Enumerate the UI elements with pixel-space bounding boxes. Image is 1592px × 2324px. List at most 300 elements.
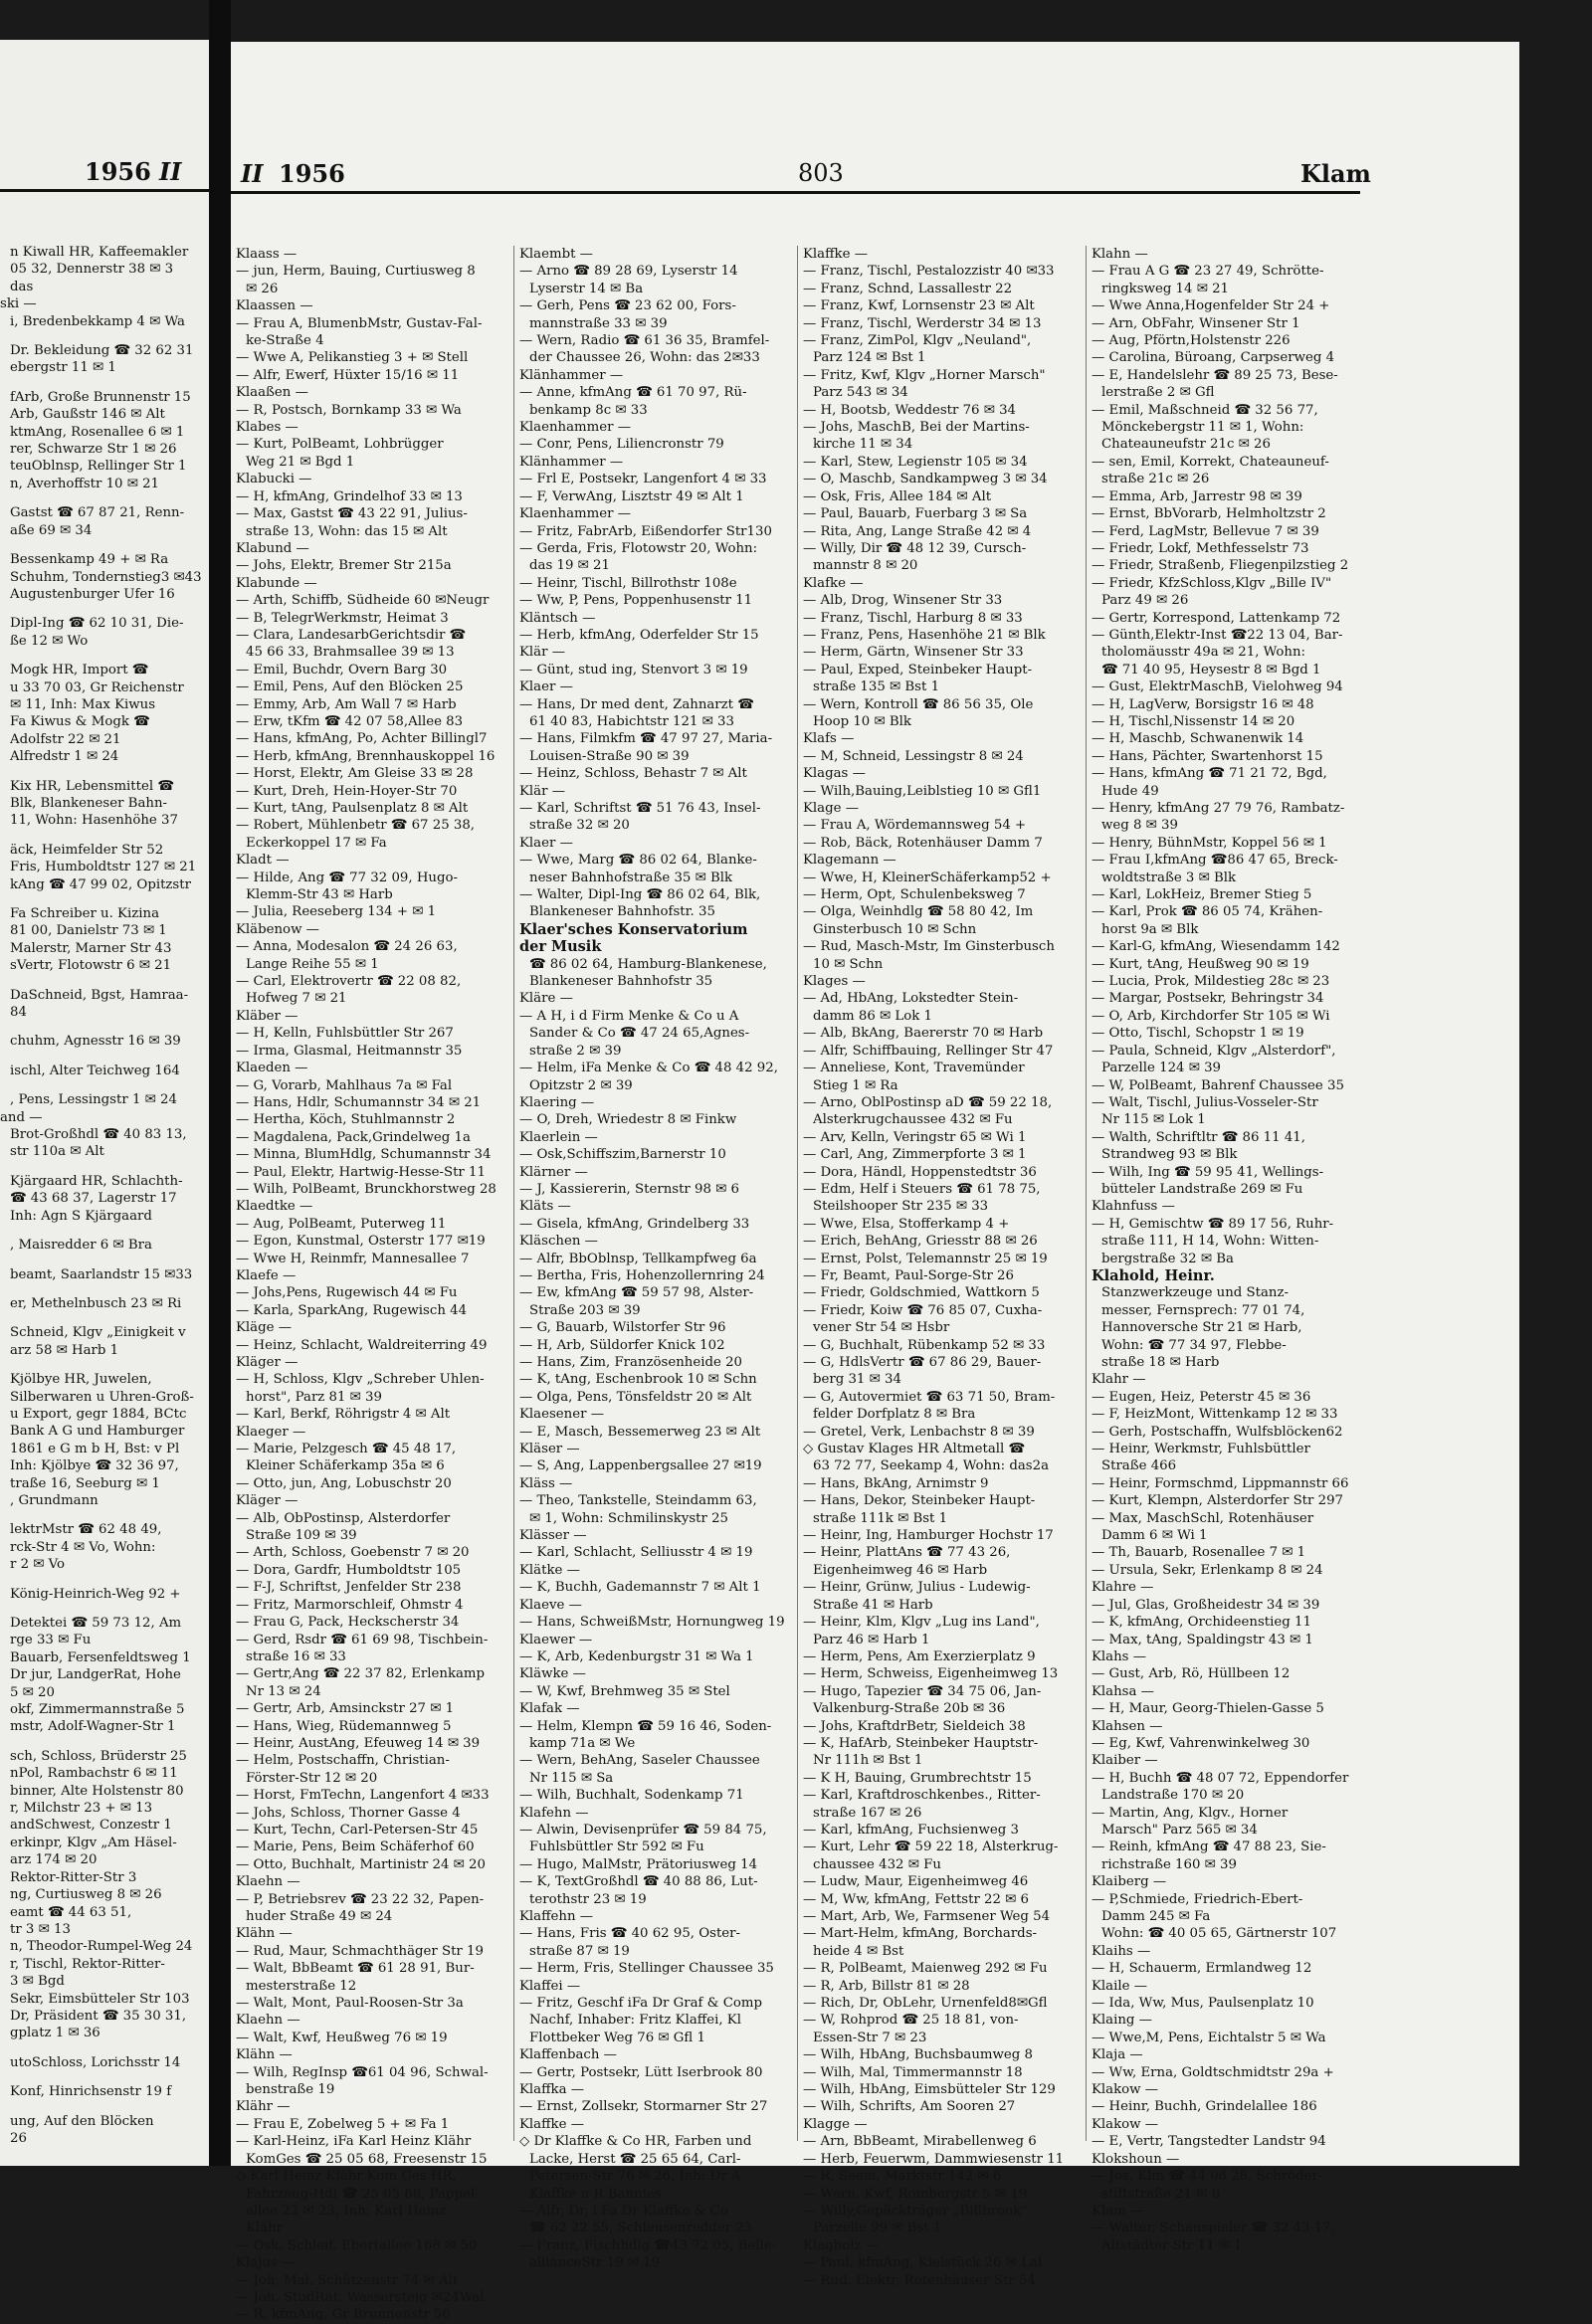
directory-line: — Paul, kfmAng, Kielstück 26 ✉ Lal — [803, 2255, 1043, 2271]
directory-line: Klaerlein — — [519, 1129, 598, 1145]
directory-line: der Musik — [519, 938, 602, 956]
directory-line: — R, kfmAng, Gr Brunnenstr 56 — [236, 2307, 451, 2323]
directory-line: — Wilh, Schrifts, Am Sooren 27 — [803, 2099, 1016, 2115]
directory-line: Kläts — — [519, 1199, 571, 1215]
directory-line: — E, Vertr, Tangstedter Landstr 94 — [1092, 2134, 1326, 2150]
directory-line: 84 — [10, 1005, 27, 1021]
directory-line: Klahre — — [1092, 1580, 1154, 1596]
directory-line: Klaiberg — — [1092, 1874, 1167, 1890]
directory-line: — F-J, Schriftst, Jenfelder Str 238 — [236, 1580, 462, 1596]
column-divider — [797, 246, 798, 2141]
directory-line: — Carl, Ang, Zimmerpforte 3 ✉ 1 — [803, 1147, 1027, 1163]
directory-line: Parzelle 124 ✉ 39 — [1101, 1061, 1222, 1076]
directory-line: horst 9a ✉ Blk — [1101, 921, 1199, 937]
directory-line: — Arno, OblPostinsp aD ☎ 59 22 18, — [803, 1094, 1053, 1110]
directory-line: straße 32 ✉ 20 — [529, 818, 630, 834]
directory-line: — H, LagVerw, Borsigstr 16 ✉ 48 — [1092, 696, 1314, 712]
directory-line: Sander & Co ☎ 47 24 65,Agnes- — [529, 1026, 750, 1042]
directory-line: Klagholz — — [803, 2237, 879, 2253]
directory-line: Straße 109 ✉ 39 — [246, 1528, 357, 1544]
directory-line: — Helm, Klempn ☎ 59 16 46, Soden- — [519, 1718, 772, 1734]
directory-line: damm 86 ✉ Lok 1 — [813, 1008, 932, 1024]
directory-line: — Emma, Arb, Jarrestr 98 ✉ 39 — [1092, 488, 1302, 504]
directory-line: Klam — — [1092, 2203, 1144, 2219]
directory-line: — Günt, stud ing, Stenvort 3 ✉ 19 — [519, 662, 748, 678]
directory-line: — Frau E, Zobelweg 5 + ✉ Fa 1 — [236, 2116, 450, 2132]
directory-line: 61 40 83, Habichtstr 121 ✉ 33 — [529, 713, 734, 729]
directory-line: Kläber — — [236, 1008, 298, 1024]
directory-line: mannstr 8 ✉ 20 — [813, 558, 918, 574]
directory-line: — Gertr, Korrespond, Lattenkamp 72 — [1092, 610, 1341, 626]
directory-line: — Wwe,M, Pens, Eichtalstr 5 ✉ Wa — [1092, 2030, 1326, 2045]
directory-line: benstraße 19 — [246, 2082, 335, 2098]
directory-line: das — [10, 279, 34, 294]
directory-line: richstraße 160 ✉ 39 — [1101, 1856, 1237, 1872]
directory-line: — Friedr, Lokf, Methfesselstr 73 — [1092, 540, 1309, 556]
directory-line: — Walth, Schriftltr ☎ 86 11 41, — [1092, 1129, 1305, 1145]
directory-line: , Maisredder 6 ✉ Bra — [10, 1238, 152, 1254]
directory-line: — Hans, Dekor, Steinbeker Haupt- — [803, 1493, 1036, 1509]
directory-line: Kläre — — [519, 991, 573, 1007]
directory-line: Marsch" Parz 565 ✉ 34 — [1101, 1822, 1258, 1838]
directory-line: Hofweg 7 ✉ 21 — [246, 991, 347, 1007]
directory-line: Klaeden — — [236, 1061, 308, 1076]
directory-line: — Heinr, Klm, Klgv „Lug ins Land", — [803, 1615, 1040, 1631]
right-page-header-rule — [231, 191, 1360, 194]
directory-line: Klänhammer — — [519, 367, 624, 383]
directory-line: — Gerh, Postschaffn, Wulfsblöcken62 — [1092, 1424, 1343, 1440]
directory-line: Flottbeker Weg 76 ✉ Gfl 1 — [529, 2030, 705, 2045]
directory-line: Damm 245 ✉ Fa — [1101, 1909, 1211, 1924]
directory-line: — Heinr, Ing, Hamburger Hochstr 17 — [803, 1528, 1054, 1544]
directory-line: — Max, MaschSchl, Rotenhäuser — [1092, 1510, 1314, 1526]
directory-line: , Pens, Lessingstr 1 ✉ 24 — [10, 1092, 177, 1108]
directory-line: — Heinr, Werkmstr, Fuhlsbüttler — [1092, 1442, 1310, 1457]
directory-line: ✉ 1, Wohn: Schmilinskystr 25 — [529, 1510, 728, 1526]
directory-line: i, Bredenbekkamp 4 ✉ Wa — [10, 313, 185, 329]
directory-line: er, Methelnbusch 23 ✉ Ri — [10, 1295, 182, 1311]
directory-line: n, Theodor-Rumpel-Weg 24 — [10, 1939, 193, 1955]
directory-line: Klabund — — [236, 540, 309, 556]
directory-line: Fa Schreiber u. Kizina — [10, 906, 159, 921]
directory-line: chaussee 432 ✉ Fu — [813, 1856, 941, 1872]
directory-line: Klaembt — — [519, 247, 593, 262]
directory-line: Dipl-Ing ☎ 62 10 31, Die- — [10, 616, 184, 632]
directory-line: Augustenburger Ufer 16 — [10, 586, 175, 602]
directory-line: Steilshooper Str 235 ✉ 33 — [813, 1199, 989, 1215]
directory-line: — R, PolBeamt, Maienweg 292 ✉ Fu — [803, 1961, 1048, 1977]
directory-line: Klaffke u R Bannies — [529, 2186, 662, 2202]
directory-line: — Hans, Dr med dent, Zahnarzt ☎ — [519, 696, 754, 712]
directory-line: — Carl, Elektrovertr ☎ 22 08 82, — [236, 974, 462, 990]
directory-line: kamp 71a ✉ We — [529, 1735, 636, 1751]
directory-line: bergstraße 32 ✉ Ba — [1101, 1251, 1234, 1266]
directory-line: Hannoversche Str 21 ✉ Harb, — [1101, 1320, 1302, 1336]
directory-line: — Wwe, Marg ☎ 86 02 64, Blanke- — [519, 853, 757, 869]
directory-line: — Gerda, Fris, Flotowstr 20, Wohn: — [519, 540, 758, 556]
directory-line: beamt, Saarlandstr 15 ✉33 — [10, 1266, 193, 1282]
directory-line: Klaile — — [1092, 1978, 1148, 1994]
directory-line: — Alfr, Dr, i Fa Dr Klaffke & Co — [519, 2203, 728, 2219]
directory-line: — Fritz, Geschf iFa Dr Graf & Comp — [519, 1996, 763, 2012]
directory-line: Klänhammer — — [519, 454, 624, 470]
directory-line: — Alb, Drog, Winsener Str 33 — [803, 593, 1003, 609]
directory-line: ◇ Karl Heinz Klähr Kom Ges HR, — [236, 2169, 457, 2185]
directory-line: — Ferd, LagMstr, Bellevue 7 ✉ 39 — [1092, 523, 1319, 539]
directory-line: — Friedr, Goldschmied, Wattkorn 5 — [803, 1285, 1040, 1301]
directory-line: 5 ✉ 20 — [10, 1684, 55, 1700]
directory-line: — H, Buchh ☎ 48 07 72, Eppendorfer — [1092, 1770, 1349, 1786]
directory-line: Alfredstr 1 ✉ 24 — [10, 749, 119, 765]
directory-line: ☎ 43 68 37, Lagerstr 17 — [10, 1191, 177, 1207]
directory-line: Hoop 10 ✉ Blk — [813, 713, 911, 729]
directory-line: Fuhlsbüttler Str 592 ✉ Fu — [529, 1840, 704, 1855]
directory-line: — Friedr, Koiw ☎ 76 85 07, Cuxha- — [803, 1302, 1043, 1318]
directory-line: — Wwe H, Reinmfr, Mannesallee 7 — [236, 1251, 470, 1266]
directory-line: — A H, i d Firm Menke & Co u A — [519, 1008, 739, 1024]
directory-line: Klaiber — — [1092, 1753, 1158, 1769]
directory-line: — Osk, Fris, Allee 184 ✉ Alt — [803, 488, 992, 504]
directory-line: — G, Bauarb, Wilstorfer Str 96 — [519, 1320, 726, 1336]
right-page — [231, 42, 1519, 2323]
directory-line: — Egon, Kunstmal, Osterstr 177 ✉19 — [236, 1234, 486, 1250]
directory-line: 63 72 77, Seekamp 4, Wohn: das2a — [813, 1458, 1050, 1474]
directory-line: — Horst, Elektr, Am Gleise 33 ✉ 28 — [236, 766, 474, 782]
directory-line: — Edm, Helf i Steuers ☎ 61 78 75, — [803, 1181, 1041, 1197]
directory-line: — H, Arb, Süldorfer Knick 102 — [519, 1337, 725, 1353]
directory-line: — E, Handelslehr ☎ 89 25 73, Bese- — [1092, 367, 1338, 383]
directory-line: — Karl-G, kfmAng, Wiesendamm 142 — [1092, 939, 1340, 955]
directory-line: — Bertha, Fris, Hohenzollernring 24 — [519, 1267, 765, 1283]
directory-line: Klabunde — — [236, 575, 317, 591]
directory-line: — Wern, Kwf, Rombergstr 5 ✉ 19 — [803, 2186, 1028, 2202]
directory-line: — Joh, Mal, Schützenstr 74 ✉ Alt — [236, 2272, 459, 2288]
directory-line: Klätke — — [519, 1562, 580, 1578]
directory-line: — Rita, Ang, Lange Straße 42 ✉ 4 — [803, 523, 1032, 539]
directory-line: tholomäusstr 49a ✉ 21, Wohn: — [1101, 645, 1306, 661]
directory-line: Klajus — — [236, 2255, 296, 2271]
directory-line: rge 33 ✉ Fu — [10, 1633, 92, 1648]
directory-line: — Herm, Opt, Schulenbeksweg 7 — [803, 887, 1026, 903]
directory-line: — Emil, Maßschneid ☎ 32 56 77, — [1092, 402, 1318, 418]
directory-line: 26 — [10, 2130, 27, 2146]
directory-line: Bank A G und Hamburger — [10, 1424, 185, 1440]
directory-line: — Frl E, Postsekr, Langenfort 4 ✉ 33 — [519, 472, 767, 487]
directory-line: — Karl, LokHeiz, Bremer Stieg 5 — [1092, 887, 1312, 903]
directory-line: — H, Bootsb, Weddestr 76 ✉ 34 — [803, 402, 1017, 418]
directory-line: — Wilh, HbAng, Eimsbütteler Str 129 — [803, 2082, 1056, 2098]
directory-line: Kläntsch — — [519, 610, 596, 626]
left-page-header-rule — [0, 189, 209, 192]
directory-line: — H, Maschb, Schwanenwik 14 — [1092, 731, 1304, 747]
directory-line: Klaesener — — [519, 1407, 604, 1423]
directory-line: — Heinr, Tischl, Billrothstr 108e — [519, 575, 737, 591]
directory-line: — Heinr, AustAng, Efeuweg 14 ✉ 39 — [236, 1735, 481, 1751]
directory-line: Klahnfuss — — [1092, 1199, 1175, 1215]
scan-background — [1519, 0, 1592, 2166]
directory-line: Klaenhammer — — [519, 506, 632, 522]
directory-line: Chateauneufstr 21c ✉ 26 — [1101, 437, 1271, 453]
directory-line: — K, Arb, Kedenburgstr 31 ✉ Wa 1 — [519, 1648, 754, 1664]
directory-line: — J, Kassiererin, Sternstr 98 ✉ 6 — [519, 1181, 739, 1197]
directory-line: — Magdalena, Pack,Grindelweg 1a — [236, 1129, 471, 1145]
directory-line: Bessenkamp 49 + ✉ Ra — [10, 552, 169, 568]
directory-line: ski — — [0, 296, 37, 312]
directory-line: straße 16 ✉ 33 — [246, 1648, 346, 1664]
directory-line: Brot-Großhdl ☎ 40 83 13, — [10, 1127, 187, 1143]
directory-line: Klaing — — [1092, 2013, 1152, 2029]
directory-line: — W, Rohprod ☎ 25 18 81, von- — [803, 2013, 1019, 2029]
directory-line: benkamp 8c ✉ 33 — [529, 402, 648, 418]
directory-line: — Herm, Gärtn, Winsener Str 33 — [803, 645, 1024, 661]
directory-line: Mönckebergstr 11 ✉ 1, Wohn: — [1101, 420, 1304, 436]
directory-line: Kix HR, Lebensmittel ☎ — [10, 778, 174, 794]
directory-line: horst", Parz 81 ✉ 39 — [246, 1389, 382, 1405]
directory-line: — Hertha, Köch, Stuhlmannstr 2 — [236, 1112, 456, 1128]
directory-line: — P, Betriebsrev ☎ 23 22 32, Papen- — [236, 1891, 485, 1907]
directory-line: König-Heinrich-Weg 92 + — [10, 1586, 181, 1602]
directory-line: — Wern, Kontroll ☎ 86 56 35, Ole — [803, 696, 1034, 712]
directory-line: Detektei ☎ 59 73 12, Am — [10, 1616, 182, 1631]
directory-line: Kjärgaard HR, Schlachth- — [10, 1173, 183, 1189]
directory-line: Förster-Str 12 ✉ 20 — [246, 1770, 378, 1786]
directory-line: Kläbenow — — [236, 921, 319, 937]
directory-line: — Alfr, BbOblnsp, Tellkampfweg 6a — [519, 1251, 757, 1266]
directory-line: — Gertr, Postsekr, Lütt Iserbrook 80 — [519, 2064, 763, 2080]
directory-line: — Alwin, Devisenprüfer ☎ 59 84 75, — [519, 1822, 767, 1838]
directory-line: Klafke — — [803, 575, 864, 591]
directory-line: — Wilh, Buchhalt, Sodenkamp 71 — [519, 1788, 744, 1804]
directory-line: — Gretel, Verk, Lenbachstr 8 ✉ 39 — [803, 1424, 1035, 1440]
directory-line: Kläschen — — [519, 1234, 598, 1250]
directory-line: Klaenhammer — — [519, 420, 632, 436]
directory-line: — Heinr, Buchh, Grindelallee 186 — [1092, 2099, 1317, 2115]
directory-line: Parz 46 ✉ Harb 1 — [813, 1632, 930, 1647]
directory-line: — Margar, Postsekr, Behringstr 34 — [1092, 991, 1324, 1007]
directory-column-1 — [236, 246, 509, 2324]
directory-line: kAng ☎ 47 99 02, Opitzstr — [10, 876, 191, 892]
directory-line: Damm 6 ✉ Wi 1 — [1101, 1528, 1208, 1544]
directory-line: — Hilde, Ang ☎ 77 32 09, Hugo- — [236, 870, 458, 885]
directory-line: Klässer — — [519, 1528, 587, 1544]
directory-line: — K H, Bauing, Grumbrechtstr 15 — [803, 1770, 1032, 1786]
directory-line: Ginsterbusch 10 ✉ Schn — [813, 921, 977, 937]
directory-line: ✉ 26 — [246, 281, 279, 296]
directory-line: chuhm, Agnesstr 16 ✉ 39 — [10, 1034, 181, 1050]
directory-line: arz 58 ✉ Harb 1 — [10, 1342, 119, 1358]
directory-line: — Anna, Modesalon ☎ 24 26 63, — [236, 939, 458, 955]
directory-line: Klahn — — [1092, 247, 1148, 262]
directory-line: — K, Buchh, Gademannstr 7 ✉ Alt 1 — [519, 1580, 761, 1596]
directory-line: — Johs, MaschB, Bei der Martins- — [803, 420, 1030, 436]
directory-line: Blankeneser Bahnhofstr. 35 — [529, 904, 715, 920]
directory-line: — Heinr, Formschmd, Lippmannstr 66 — [1092, 1475, 1349, 1491]
directory-line: lektrMstr ☎ 62 48 49, — [10, 1522, 162, 1538]
directory-line: — Emil, Buchdr, Overn Barg 30 — [236, 662, 448, 678]
directory-line: — Anneliese, Kont, Travemünder — [803, 1061, 1025, 1076]
directory-line: KomGes ☎ 25 05 68, Freesenstr 15 — [246, 2151, 488, 2167]
directory-line: — Mart, Arb, We, Farmsener Weg 54 — [803, 1909, 1051, 1924]
directory-line: ☎ 71 40 95, Heysestr 8 ✉ Bgd 1 — [1101, 662, 1321, 678]
directory-line: Kläger — — [236, 1493, 298, 1509]
directory-line: — Karl, Schlacht, Selliusstr 4 ✉ 19 — [519, 1545, 753, 1561]
directory-line: Klaihs — — [1092, 1943, 1151, 1959]
directory-line: Klaer — — [519, 679, 573, 695]
directory-line: Kleiner Schäferkamp 35a ✉ 6 — [246, 1458, 445, 1474]
directory-line: Klaewer — — [519, 1632, 593, 1647]
directory-line: — Walt, Kwf, Heußweg 76 ✉ 19 — [236, 2030, 448, 2045]
directory-line: sch, Schloss, Brüderstr 25 — [10, 1748, 187, 1764]
directory-line: — Friedr, Straßenb, Fliegenpilzstieg 2 — [1092, 558, 1349, 574]
directory-line: straße 111, H 14, Wohn: Witten- — [1101, 1234, 1319, 1250]
directory-line: — Günth,Elektr-Inst ☎22 13 04, Bar- — [1092, 627, 1343, 643]
directory-line: — Karl, Kraftdroschkenbes., Ritter- — [803, 1788, 1041, 1804]
directory-line: 1861 e G m b H, Bst: v Pl — [10, 1441, 180, 1456]
directory-line: Petersen-Str 76 ✉ 26, Inh: Dr A — [529, 2169, 741, 2185]
directory-line: — Ad, HbAng, Lokstedter Stein- — [803, 991, 1019, 1007]
directory-line: ◇ Dr Klaffke & Co HR, Farben und — [519, 2134, 752, 2150]
directory-line: — Erich, BehAng, Griesstr 88 ✉ 26 — [803, 1234, 1038, 1250]
directory-line: — E, Masch, Bessemerweg 23 ✉ Alt — [519, 1424, 761, 1440]
directory-line: nPol, Rambachstr 6 ✉ 11 — [10, 1766, 178, 1782]
directory-line: — Paul, Exped, Steinbeker Haupt- — [803, 662, 1033, 678]
directory-line: straße 167 ✉ 26 — [813, 1805, 922, 1821]
directory-line: Klaer — — [519, 835, 573, 851]
directory-line: straße 18 ✉ Harb — [1101, 1355, 1220, 1370]
directory-line: Lyserstr 14 ✉ Ba — [529, 281, 644, 296]
directory-line: — K, tAng, Eschenbrook 10 ✉ Schn — [519, 1372, 757, 1388]
directory-line: woldtstraße 3 ✉ Blk — [1101, 870, 1237, 885]
directory-line: das 19 ✉ 21 — [529, 558, 610, 574]
directory-line: — Ursula, Sekr, Erlenkamp 8 ✉ 24 — [1092, 1562, 1323, 1578]
directory-line: — Wilh, PolBeamt, Brunckhorstweg 28 — [236, 1181, 497, 1197]
directory-line: — Olga, Pens, Tönsfeldstr 20 ✉ Alt — [519, 1389, 752, 1405]
directory-line: der Chaussee 26, Wohn: das 2✉33 — [529, 350, 760, 366]
directory-line: — Franz, Schnd, Lassallestr 22 — [803, 281, 1013, 296]
directory-line: Klaeve — — [519, 1597, 582, 1613]
directory-line: — Gerd, Rsdr ☎ 61 69 98, Tischbein- — [236, 1632, 489, 1647]
directory-line: — Dora, Händl, Hoppenstedtstr 36 — [803, 1164, 1037, 1180]
directory-line: — Wilh, Mal, Timmermannstr 18 — [803, 2064, 1023, 2080]
directory-line: — F, VerwAng, Lisztstr 49 ✉ Alt 1 — [519, 488, 744, 504]
directory-line: Klagemann — — [803, 853, 896, 869]
directory-line: — Rud, Maur, Schmachthäger Str 19 — [236, 1943, 484, 1959]
directory-line: Gastst ☎ 67 87 21, Renn- — [10, 505, 185, 521]
directory-line: — Walter, Schauspieler ☎ 32 43 17, — [1092, 2221, 1335, 2236]
directory-line: — Mart-Helm, kfmAng, Borchards- — [803, 1926, 1038, 1942]
directory-line: Klakow — — [1092, 2082, 1159, 2098]
directory-line: — G, Vorarb, Mahlhaus 7a ✉ Fal — [236, 1077, 453, 1093]
directory-line: Klabes — — [236, 420, 298, 436]
directory-line: — Franz, ZimPol, Klgv „Neuland", — [803, 333, 1032, 349]
right-page-section: II — [241, 159, 264, 188]
directory-line: fArb, Große Brunnenstr 15 — [10, 389, 191, 405]
directory-line: — Wwe Anna,Hogenfelder Str 24 + — [1092, 298, 1330, 314]
left-page-section: II — [159, 157, 182, 186]
directory-line: Rektor-Ritter-Str 3 — [10, 1869, 137, 1885]
directory-line: — Heinz, Schlacht, Waldreiterring 49 — [236, 1337, 488, 1353]
directory-line: — B, TelegrWerkmstr, Heimat 3 — [236, 610, 449, 626]
directory-line: Klagas — — [803, 766, 866, 782]
directory-line: — Gertr,Ang ☎ 22 37 82, Erlenkamp — [236, 1666, 486, 1682]
directory-line: Straße 466 — [1101, 1458, 1177, 1474]
directory-line: — Kurt, tAng, Paulsenplatz 8 ✉ Alt — [236, 801, 469, 816]
directory-line: — Frau A, Wördemannsweg 54 + — [803, 818, 1027, 834]
directory-line: — Helm, iFa Menke & Co ☎ 48 42 92, — [519, 1061, 778, 1076]
directory-line: — Arno ☎ 89 28 69, Lyserstr 14 — [519, 264, 738, 280]
directory-line: — Franz, Tischl, Pestalozzistr 40 ✉33 — [803, 264, 1055, 280]
directory-line: n, Averhoffstr 10 ✉ 21 — [10, 476, 160, 491]
directory-line: — Arn, ObFahr, Winsener Str 1 — [1092, 315, 1300, 331]
directory-line: Klaassen — — [236, 298, 313, 314]
directory-line: ✉ 11, Inh: Max Kiwus — [10, 696, 156, 712]
directory-line: — Herm, Fris, Stellinger Chaussee 35 — [519, 1961, 774, 1977]
directory-line: 3 ✉ Bgd — [10, 1974, 65, 1990]
directory-line: — Marie, Pens, Beim Schäferhof 60 — [236, 1840, 475, 1855]
directory-line: — Frau A, BlumenbMstr, Gustav-Fal- — [236, 315, 483, 331]
directory-line: — K, HafArb, Steinbeker Hauptstr- — [803, 1735, 1039, 1751]
directory-line: — M, Schneid, Lessingstr 8 ✉ 24 — [803, 748, 1024, 764]
column-divider — [513, 246, 514, 2141]
directory-line: — Arn, BbBeamt, Mirabellenweg 6 — [803, 2134, 1037, 2150]
directory-line: — Fr, Beamt, Paul-Sorge-Str 26 — [803, 1267, 1014, 1283]
directory-line: — Otto, jun, Ang, Lobuschstr 20 — [236, 1475, 452, 1491]
directory-line: Straße 41 ✉ Harb — [813, 1597, 933, 1613]
directory-line: Klähr — — [236, 2099, 291, 2115]
directory-line: straße 111k ✉ Bst 1 — [813, 1510, 948, 1526]
directory-line: u Export, gegr 1884, BCtc — [10, 1406, 187, 1422]
directory-line: — Wilh, HbAng, Buchsbaumweg 8 — [803, 2047, 1033, 2063]
directory-line: Klages — — [803, 974, 866, 990]
directory-line: u 33 70 03, Gr Reichenstr — [10, 679, 184, 695]
directory-line: — Hans, Pächter, Swartenhorst 15 — [1092, 748, 1323, 764]
directory-line: — Ludw, Maur, Eigenheimweg 46 — [803, 1874, 1029, 1890]
directory-line: Klär — — [519, 645, 565, 661]
directory-line: — Franz, Fischhdlg ☎43 72 05, Belle- — [519, 2237, 777, 2253]
directory-line: Fa Kiwus & Mogk ☎ — [10, 714, 150, 730]
directory-line: — P,Schmiede, Friedrich-Ebert- — [1092, 1891, 1303, 1907]
directory-line: erkinpr, Klgv „Am Häsel- — [10, 1835, 177, 1850]
directory-line: — Gust, ElektrMaschB, Vielohweg 94 — [1092, 679, 1343, 695]
directory-line: Schneid, Klgv „Einigkeit v — [10, 1325, 186, 1341]
directory-line: — Alb, ObPostinsp, Alsterdorfer — [236, 1510, 451, 1526]
directory-line: — Hans, Wieg, Rüdemannweg 5 — [236, 1718, 452, 1734]
directory-line: — Hans, kfmAng, Po, Achter Billingl7 — [236, 731, 488, 747]
directory-line: — Paul, Bauarb, Fuerbarg 3 ✉ Sa — [803, 506, 1028, 522]
directory-line: — Eg, Kwf, Vahrenwinkelweg 30 — [1092, 1735, 1310, 1751]
directory-line: — Wilh, RegInsp ☎61 04 96, Schwal- — [236, 2064, 489, 2080]
directory-line: — Wwe A, Pelikanstieg 3 + ✉ Stell — [236, 350, 469, 366]
directory-line: — Willy,Gepäckträger „Billbrook" — [803, 2203, 1028, 2219]
directory-line: — Heinr, PlattAns ☎ 77 43 26, — [803, 1545, 1011, 1561]
directory-line: Klabucki — — [236, 472, 312, 487]
directory-line: heide 4 ✉ Bst — [813, 1943, 904, 1959]
directory-line: — Emmy, Arb, Am Wall 7 ✉ Harb — [236, 696, 457, 712]
directory-line: Klahold, Heinr. — [1092, 1266, 1215, 1284]
directory-line: — Fritz, FabrArb, Eißendorfer Str130 — [519, 523, 772, 539]
directory-line: — Karla, SparkAng, Rugewisch 44 — [236, 1302, 468, 1318]
directory-line: — Walter, Dipl-Ing ☎ 86 02 64, Blk, — [519, 887, 761, 903]
directory-line: Kläwke — — [519, 1666, 586, 1682]
directory-line: Alsterkrugchaussee 432 ✉ Fu — [813, 1112, 1013, 1128]
directory-line: — Walt, BbBeamt ☎ 61 28 91, Bur- — [236, 1961, 475, 1977]
directory-line: ☎ 86 02 64, Hamburg-Blankenese, — [529, 956, 767, 972]
directory-line: — Jos, Klm ☎ 44 08 28, Schröder- — [1092, 2169, 1323, 2185]
directory-line: — Karl, Prok ☎ 86 05 74, Krähen- — [1092, 904, 1323, 920]
directory-line: — Otto, Buchhalt, Martinistr 24 ✉ 20 — [236, 1856, 486, 1872]
directory-line: — Herm, Schweiss, Eigenheimweg 13 — [803, 1666, 1059, 1682]
left-page-year: 1956 — [85, 157, 151, 186]
